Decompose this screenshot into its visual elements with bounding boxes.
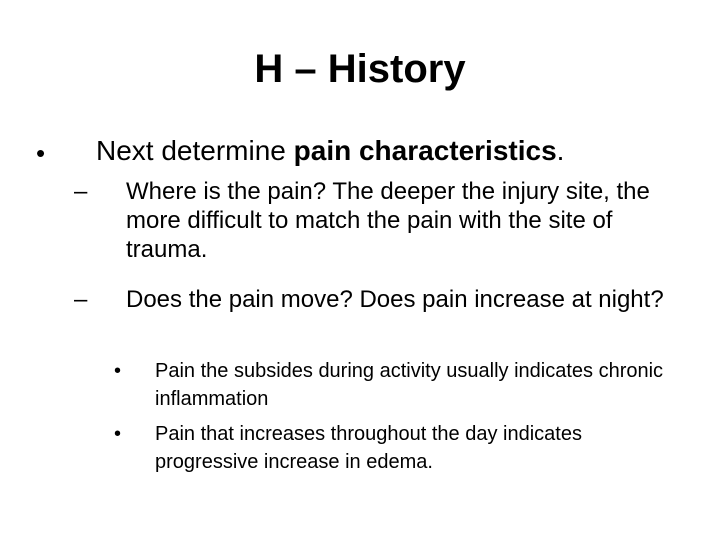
- bullet-level1-emphasis: pain characteristics: [293, 135, 557, 166]
- slide-title: H – History: [254, 47, 466, 91]
- bullet-level2-text: Where is the pain? The deeper the injury site, the more difficult to match the pain with the site of trauma.: [126, 178, 650, 263]
- bullet-marker: •: [114, 423, 122, 445]
- bullet-level3-text: Pain the subsides during activity usually indicates chronic inflammation: [155, 360, 664, 410]
- bullet-level1-suffix: .: [556, 135, 565, 166]
- bullet-marker: •: [114, 360, 122, 382]
- bullet-level3-text: Pain that increases throughout the day indicates progressive increase in edema.: [155, 423, 582, 473]
- bullet-marker: •: [36, 138, 46, 168]
- bullet-level1-prefix: Next determine: [96, 135, 294, 166]
- dash-marker: –: [74, 286, 88, 313]
- bullet-level1-text: [96, 133, 696, 168]
- dash-marker: –: [74, 178, 88, 205]
- bullet-level2-text: Does the pain move? Does pain increase at night?: [126, 286, 664, 313]
